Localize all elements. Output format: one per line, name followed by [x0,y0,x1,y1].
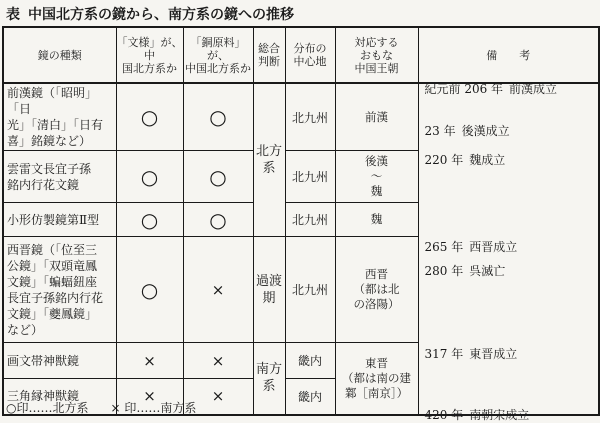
legend-cross: × 印……南方系 [110,401,197,415]
mirror-name: 前漢鏡（「昭明」「日 光」「清白」「日有 喜」銘鏡など） [3,83,116,151]
copper-mark: × [183,379,253,415]
pattern-mark: ○ [116,203,183,237]
table-row [3,83,599,151]
header-row [3,27,599,83]
mirror-name: 小形仿製鏡第Ⅱ型 [3,203,116,237]
classification-transition: 過渡期 [253,237,285,343]
distribution-center: 畿内 [285,343,335,379]
note-entry: 23 年 後漢成立 [424,124,510,138]
classification-southern: 南方系 [253,343,285,415]
distribution-center: 北九州 [285,203,335,237]
note-entry: 265 年 西晋成立 [424,240,518,254]
classification-northern: 北方系 [253,83,285,237]
mirror-name: 三角縁神獣鏡 [3,379,116,415]
pattern-mark: × [116,379,183,415]
legend [6,399,218,416]
dynasty: 魏 [335,203,418,237]
distribution-center: 北九州 [285,151,335,203]
header-notes: 備 考 [418,27,599,83]
distribution-center: 畿内 [285,379,335,415]
note-entry: 280 年 呉滅亡 [424,264,506,278]
legend-circle: ○印……北方系 [6,401,89,415]
header-mirror-type: 鏡の種類 [3,27,116,83]
note-entry: 220 年 魏成立 [424,153,506,167]
header-judgment: 総合 判断 [253,27,285,83]
table-label: 表 [6,7,20,23]
note-entry: 317 年 東晋成立 [424,347,518,361]
mirror-name: 西晋鏡（「位至三 公鏡」「双頭竜鳳 文鏡」「蝙蝠鈕座 長宜子孫銘内行花 文鏡」「夔鳳鏡」 など） [3,237,116,343]
distribution-center: 北九州 [285,237,335,343]
header-dynasty: 対応する おもな 中国王朝 [335,27,418,83]
header-copper: 「銅原料」が、 中国北方系か [183,27,253,83]
note-entry: 紀元前 206 年 前漢成立 [424,82,558,96]
header-pattern: 「文様」が、中 国北方系か [116,27,183,83]
table-title [6,4,294,24]
mirror-name: 画文帯神獣鏡 [3,343,116,379]
header-center: 分布の 中心地 [285,27,335,83]
copper-mark: × [183,237,253,343]
copper-mark: ○ [183,203,253,237]
dynasty: 後漢 ～ 魏 [335,151,418,203]
pattern-mark: ○ [116,151,183,203]
dynasty: 東晋 （都は南の建 鄴［南京］） [335,343,418,415]
copper-mark: × [183,343,253,379]
mirror-name: 雲雷文長宜子孫 銘内行花文鏡 [3,151,116,203]
pattern-mark: × [116,343,183,379]
distribution-center: 北九州 [285,83,335,151]
mirror-table [2,26,600,422]
dynasty: 西晋 （都は北 の洛陽） [335,237,418,343]
copper-mark: ○ [183,151,253,203]
pattern-mark: ○ [116,83,183,151]
copper-mark: ○ [183,83,253,151]
notes-column [418,82,599,422]
note-entry: 420 年 南朝宋成立 [424,408,530,422]
title-text: 中国北方系の鏡から、南方系の鏡への推移 [28,7,294,23]
dynasty: 前漢 [335,83,418,151]
pattern-mark: ○ [116,237,183,343]
